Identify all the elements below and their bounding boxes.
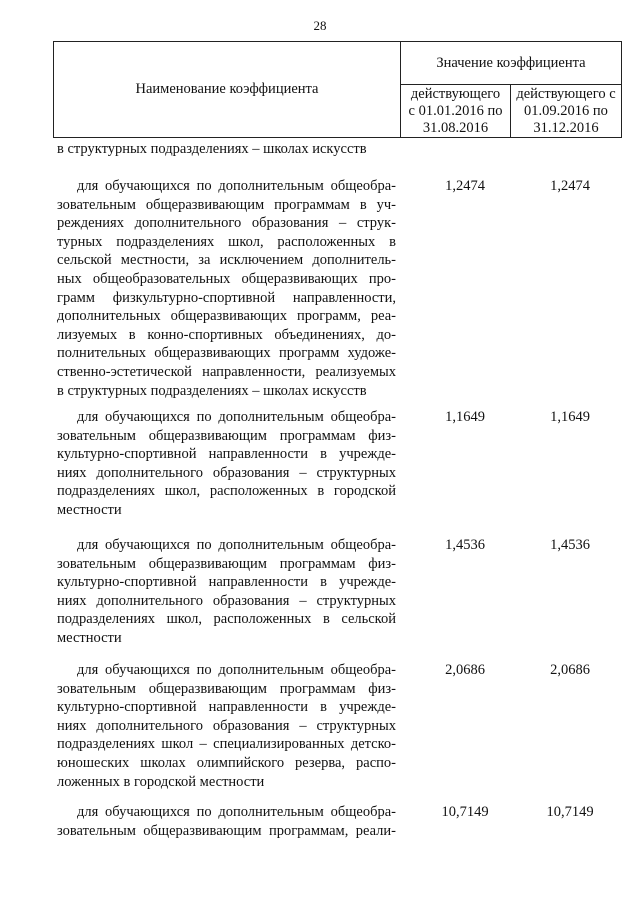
description-line: подразделениях школ – специализированных детско- [57,736,396,753]
description-line: подразделениях школ, расположенных в городской [57,483,396,500]
description-line: зовательным общеразвивающим программам физ- [57,680,396,697]
description-line: лизуемых в конно-спортивных объединениях, до- [57,326,396,343]
value-period-1: 1,4536 [445,537,485,553]
coefficient-description [57,177,396,400]
description-line: зовательным общеразвивающим программам физ- [57,555,396,572]
description-line: полнительных общеразвивающих программ художе- [57,345,396,362]
description-line: для обучающихся по дополнительным общеобра- [77,662,396,678]
column-header-period-1 [401,85,511,137]
column-header-name: Наименование коэффициента [54,42,401,137]
description-line: зовательным общеразвивающим программам физ- [57,427,396,444]
period-2-line: 01.09.2016 по [524,102,608,119]
table-header [53,41,622,138]
description-line: ниях дополнительного образования – структурных [57,464,396,481]
period-2-line: действующего с [516,85,616,102]
value-period-2: 1,1649 [550,409,590,425]
description-line: юношеских школах олимпийского резерва, распо- [57,754,396,771]
description-line: зовательным общеразвивающим программам, реали- [57,822,396,839]
description-line: для обучающихся по дополнительным общеобра- [77,178,396,194]
description-line: местности [57,629,122,646]
description-line: местности [57,501,122,518]
value-period-2: 1,4536 [550,537,590,553]
description-line: ложенных в городской местности [57,773,265,790]
period-1-line: с 01.01.2016 по [408,102,503,119]
page-number: 28 [313,18,327,33]
period-2-line: 31.12.2016 [533,119,599,136]
column-header-period-2 [511,85,621,137]
value-period-2: 2,0686 [550,662,590,678]
description-line: культурно-спортивной направленности в учрежде- [57,446,396,463]
period-1-line: 31.08.2016 [422,119,489,136]
value-period-1: 1,1649 [445,409,485,425]
description-line: ных общеобразовательных общеразвивающих про- [57,270,396,287]
value-period-2: 10,7149 [546,804,594,820]
description-line: ственно-эстетической направленности, реализуемых [57,363,396,380]
description-line: культурно-спортивной направленности в учрежде- [57,574,396,591]
value-period-2: 1,2474 [550,178,590,194]
description-line: культурно-спортивной направленности в учрежде- [57,699,396,716]
coefficient-description [57,661,396,791]
period-1-line: действующего [410,85,501,102]
coefficient-description [57,536,396,648]
description-line: грамм физкультурно-спортивной направленности, [57,289,396,306]
value-period-1: 2,0686 [445,662,485,678]
column-header-value-group: Значение коэффициента [401,42,621,85]
description-line: ниях дополнительного образования – структурных [57,717,396,734]
description-line: дополнительных общеразвивающих программ, реа- [57,308,396,325]
value-period-1: 1,2474 [445,178,485,194]
description-line: в структурных подразделениях – школах искусств [57,382,367,399]
value-period-1: 10,7149 [441,804,489,820]
description-line: для обучающихся по дополнительным общеобра- [77,804,396,820]
description-line: сельской местности, за исключением дополнитель- [57,252,396,269]
description-line: зовательным общеразвивающим программам в уч- [57,196,396,213]
description-line: для обучающихся по дополнительным общеобра- [77,537,396,553]
coefficient-description [57,408,396,520]
description-line: реждениях дополнительного образования – струк- [57,215,396,232]
description-line: для обучающихся по дополнительным общеобра- [77,409,396,425]
description-line: подразделениях школ, расположенных в сельской [57,611,396,628]
continuation-text: в структурных подразделениях – школах искусств [57,141,367,157]
description-line: ниях дополнительного образования – структурных [57,592,396,609]
description-line: турных подразделениях школ, расположенных в [57,233,396,250]
coefficient-description [57,803,396,840]
